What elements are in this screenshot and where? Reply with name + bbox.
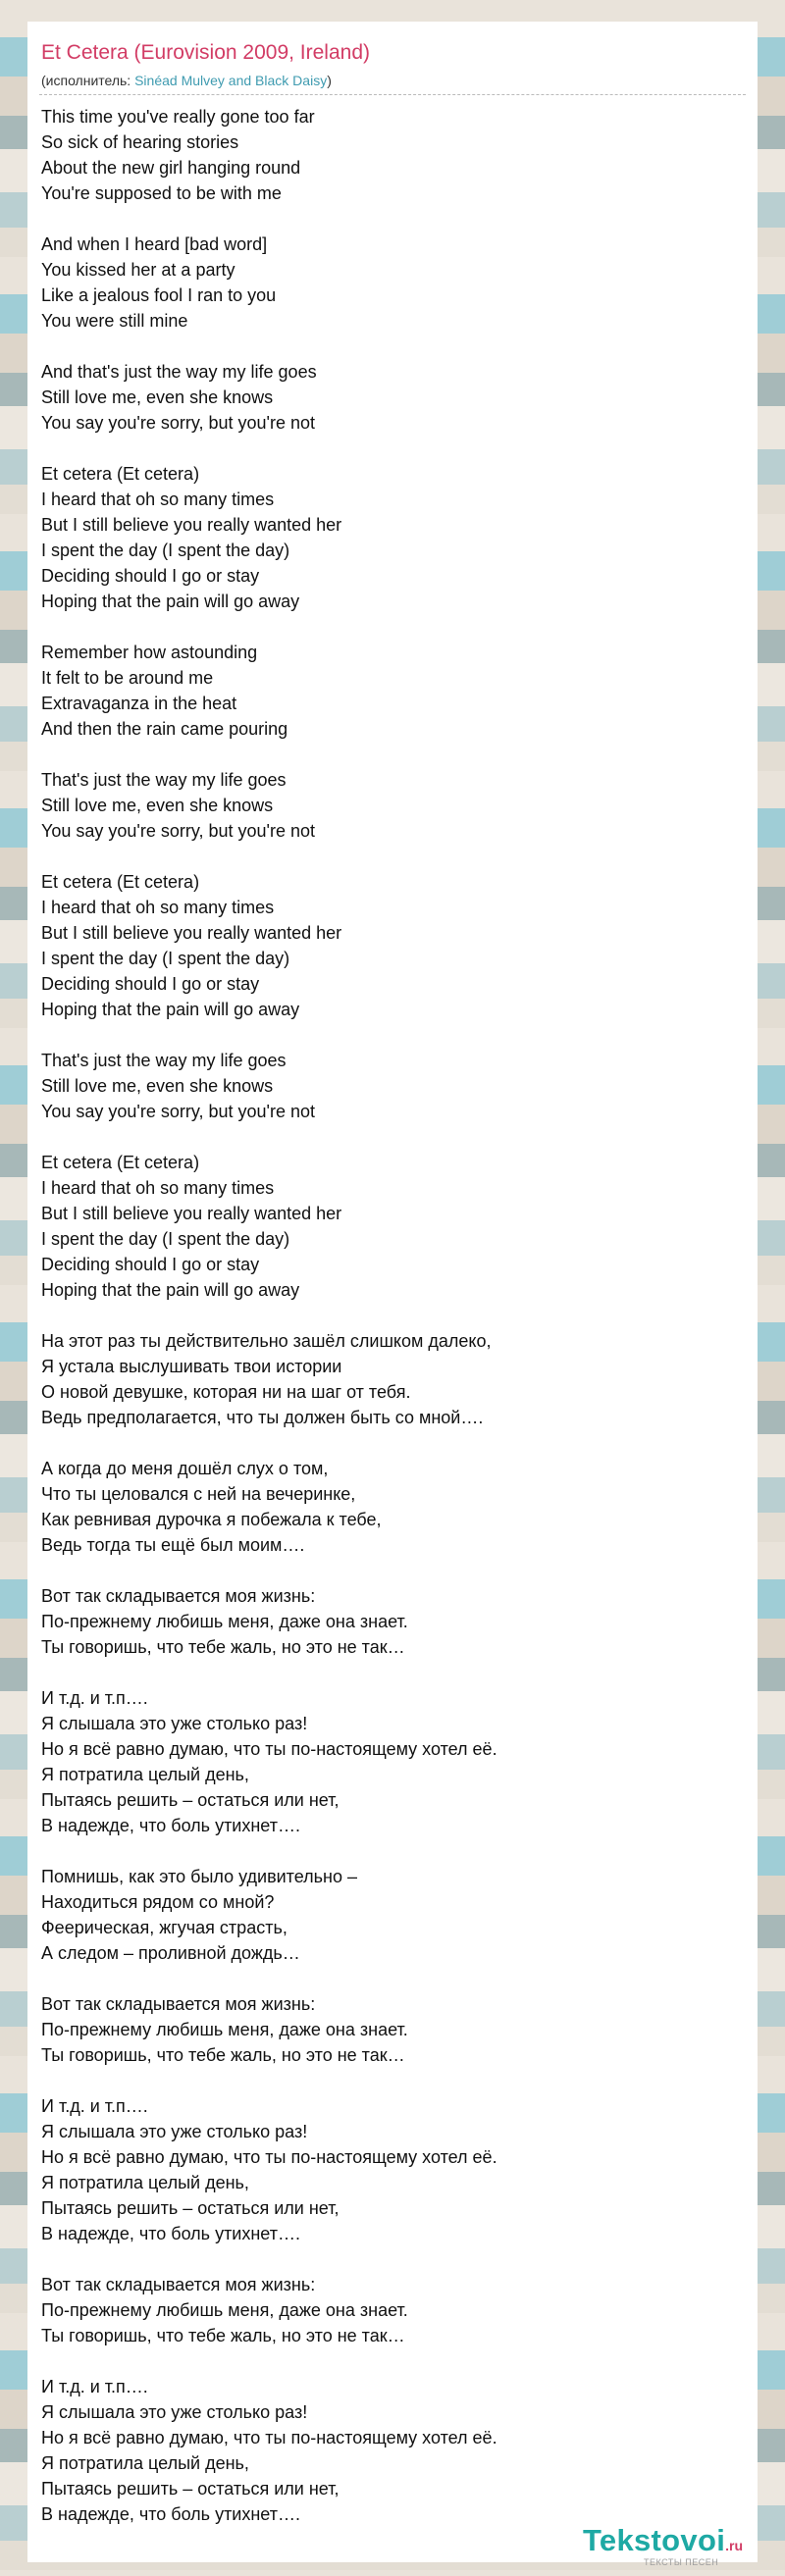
lyric-line: Вот так складывается моя жизнь: (41, 2275, 316, 2294)
lyric-line: Но я всё равно думаю, что ты по-настоящему хотел её. (41, 2147, 497, 2167)
lyrics-stanza (41, 359, 748, 436)
lyric-line: Я слышала это уже столько раз! (41, 2122, 308, 2141)
lyric-line: I heard that oh so many times (41, 1178, 275, 1198)
lyric-line: This time you've really gone too far (41, 107, 315, 127)
lyrics-stanza (41, 2272, 748, 2348)
title-divider (39, 94, 746, 95)
lyric-line: Et cetera (Et cetera) (41, 1153, 200, 1172)
lyrics-stanza (41, 1048, 748, 1124)
lyrics-stanza (41, 1456, 748, 1558)
lyric-line: Et cetera (Et cetera) (41, 464, 200, 484)
lyric-line: А когда до меня дошёл слух о том, (41, 1459, 329, 1478)
lyric-line: Remember how astounding (41, 643, 258, 662)
lyric-line: Пытаясь решить – остаться или нет, (41, 2479, 340, 2499)
lyrics-stanza (41, 1328, 748, 1430)
lyric-line: Deciding should I go or stay (41, 974, 260, 994)
lyric-line: But I still believe you really wanted her (41, 515, 342, 535)
lyric-line: Как ревнивая дурочка я побежала к тебе, (41, 1510, 382, 1529)
lyric-line: И т.д. и т.п…. (41, 1688, 148, 1708)
lyric-line: Пытаясь решить – остаться или нет, (41, 2198, 340, 2218)
lyrics-stanza (41, 1991, 748, 2068)
lyrics-stanza (41, 461, 748, 614)
lyric-line: So sick of hearing stories (41, 132, 239, 152)
lyrics-stanza (41, 2093, 748, 2246)
lyric-line: Hoping that the pain will go away (41, 1000, 300, 1019)
logo-tagline: ТЕКСТЫ ПЕСЕН (644, 2557, 719, 2567)
performer-line (41, 73, 332, 88)
lyric-line: Я слышала это уже столько раз! (41, 2402, 308, 2422)
lyric-line: And that's just the way my life goes (41, 362, 317, 382)
lyrics-stanza (41, 2374, 748, 2527)
lyric-line: Ведь предполагается, что ты должен быть со мной…. (41, 1408, 484, 1427)
lyric-line: I spent the day (I spent the day) (41, 949, 290, 968)
lyrics-stanza (41, 640, 748, 742)
lyric-line: It felt to be around me (41, 668, 214, 688)
lyric-line: Я потратила целый день, (41, 2173, 249, 2192)
lyric-line: You were still mine (41, 311, 188, 331)
lyric-line: Вот так складывается моя жизнь: (41, 1586, 316, 1606)
lyric-line: Что ты целовался с ней на вечеринке, (41, 1484, 356, 1504)
lyric-line: Но я всё равно думаю, что ты по-настоящему хотел её. (41, 1739, 497, 1759)
lyric-line: Я потратила целый день, (41, 1765, 249, 1784)
lyric-line: You're supposed to be with me (41, 183, 282, 203)
lyrics-stanza (41, 1583, 748, 1660)
lyric-line: И т.д. и т.п…. (41, 2096, 148, 2116)
performer-link[interactable]: Sinéad Mulvey and Black Daisy (134, 73, 328, 88)
lyric-line: I spent the day (I spent the day) (41, 541, 290, 560)
lyric-line: Like a jealous fool I ran to you (41, 285, 277, 305)
lyric-line: Deciding should I go or stay (41, 1255, 260, 1274)
lyric-line: Ты говоришь, что тебе жаль, но это не так… (41, 2045, 405, 2065)
lyric-line: You say you're sorry, but you're not (41, 821, 316, 841)
performer-prefix: (исполнитель: (41, 73, 135, 88)
lyrics-stanza (41, 1864, 748, 1966)
site-logo[interactable] (583, 2523, 743, 2567)
lyric-line: I heard that oh so many times (41, 489, 275, 509)
lyric-line: Hoping that the pain will go away (41, 1280, 300, 1300)
lyrics-stanza (41, 104, 748, 206)
lyric-line: Пытаясь решить – остаться или нет, (41, 1790, 340, 1810)
performer-suffix: ) (327, 73, 332, 88)
lyric-line: О новой девушке, которая ни на шаг от тебя. (41, 1382, 411, 1402)
lyric-line: Я устала выслушивать твои истории (41, 1357, 342, 1376)
lyrics-stanza (41, 1150, 748, 1303)
lyric-line: Помнишь, как это было удивительно – (41, 1867, 357, 1886)
lyric-line: Hoping that the pain will go away (41, 592, 300, 611)
lyrics-stanza (41, 767, 748, 844)
logo-tld: .ru (725, 2538, 743, 2553)
lyric-line: На этот раз ты действительно зашёл слишком далеко, (41, 1331, 492, 1351)
lyric-line: And when I heard [bad word] (41, 234, 268, 254)
lyric-line: Deciding should I go or stay (41, 566, 260, 586)
logo-name: Tekstovoi (583, 2523, 726, 2557)
lyric-line: Феерическая, жгучая страсть, (41, 1918, 288, 1937)
lyric-line: Et cetera (Et cetera) (41, 872, 200, 892)
lyrics-stanza (41, 1685, 748, 1838)
lyric-line: Still love me, even she knows (41, 387, 274, 407)
lyric-line: По-прежнему любишь меня, даже она знает. (41, 1612, 408, 1631)
lyric-line: Ведь тогда ты ещё был моим…. (41, 1535, 305, 1555)
lyric-line: Still love me, even she knows (41, 1076, 274, 1096)
lyric-line: Ты говоришь, что тебе жаль, но это не так… (41, 1637, 405, 1657)
lyric-line: That's just the way my life goes (41, 1051, 287, 1070)
lyrics-stanza (41, 232, 748, 334)
lyric-line: Still love me, even she knows (41, 796, 274, 815)
lyric-line: По-прежнему любишь меня, даже она знает. (41, 2020, 408, 2039)
lyric-line: Ты говоришь, что тебе жаль, но это не так… (41, 2326, 405, 2345)
lyric-line: You say you're sorry, but you're not (41, 413, 316, 433)
lyric-line: А следом – проливной дождь… (41, 1943, 300, 1963)
lyrics-card (27, 22, 758, 2567)
lyric-line: Но я всё равно думаю, что ты по-настоящему хотел её. (41, 2428, 497, 2447)
lyric-line: About the new girl hanging round (41, 158, 301, 178)
lyric-line: And then the rain came pouring (41, 719, 288, 739)
lyric-line: И т.д. и т.п…. (41, 2377, 148, 2396)
lyric-line: You kissed her at a party (41, 260, 236, 280)
lyric-line: But I still believe you really wanted her (41, 923, 342, 943)
lyric-line: You say you're sorry, but you're not (41, 1102, 316, 1121)
lyric-line: I heard that oh so many times (41, 898, 275, 917)
lyric-line: В надежде, что боль утихнет…. (41, 2224, 300, 2243)
lyric-line: По-прежнему любишь меня, даже она знает. (41, 2300, 408, 2320)
song-title: Et Cetera (Eurovision 2009, Ireland) (41, 41, 371, 64)
lyric-line: Я слышала это уже столько раз! (41, 1714, 308, 1733)
lyrics-body (41, 104, 748, 2552)
lyric-line: I spent the day (I spent the day) (41, 1229, 290, 1249)
lyric-line: В надежде, что боль утихнет…. (41, 2504, 300, 2524)
lyric-line: Находиться рядом со мной? (41, 1892, 275, 1912)
lyric-line: В надежде, что боль утихнет…. (41, 1816, 300, 1835)
lyric-line: Я потратила целый день, (41, 2453, 249, 2473)
lyrics-stanza (41, 869, 748, 1022)
lyric-line: That's just the way my life goes (41, 770, 287, 790)
lyric-line: Extravaganza in the heat (41, 694, 237, 713)
lyric-line: Вот так складывается моя жизнь: (41, 1994, 316, 2014)
lyric-line: But I still believe you really wanted her (41, 1204, 342, 1223)
